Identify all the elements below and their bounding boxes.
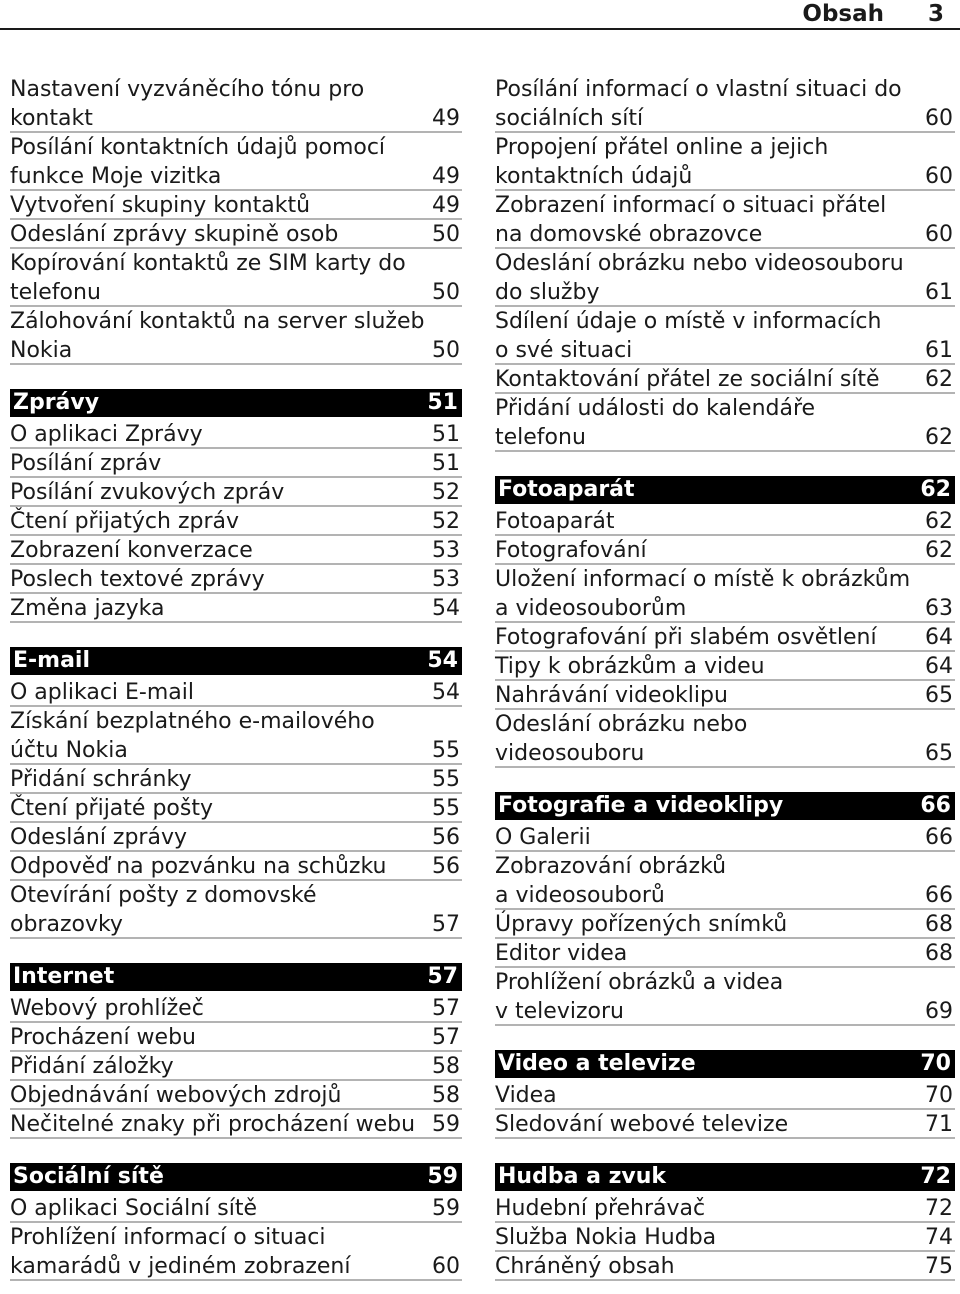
toc-entry[interactable] [495,910,955,939]
toc-entry-text: a videosouborům [495,596,687,621]
toc-entry[interactable] [10,536,462,565]
toc-entry-text: Prohlížení obrázků a videa [495,970,784,995]
toc-entry-text: Úpravy pořízených snímků [495,912,788,937]
toc-entry-text: Hudební přehrávač [495,1196,706,1221]
toc-entry-text: Změna jazyka [10,596,165,621]
toc-entry[interactable] [10,852,462,881]
page-number: 3 [927,1,944,27]
toc-entry-page-number: 49 [432,164,460,189]
section-page-number: 59 [427,1164,458,1189]
toc-entry-page-number: 52 [432,509,460,534]
toc-entry[interactable] [495,968,955,1026]
toc-entry-page-number: 66 [925,825,953,850]
toc-entry-text: kontakt [10,106,93,131]
toc-entry-text: Přidání záložky [10,1054,174,1079]
section-heading-fotografie-a-videoklipy[interactable] [495,792,955,820]
toc-entry-text: telefonu [495,425,586,450]
toc-entry-page-number: 66 [925,883,953,908]
toc-entry-text: O aplikaci Zprávy [10,422,203,447]
toc-entry[interactable] [495,249,955,307]
toc-entry-page-number: 59 [432,1196,460,1221]
toc-entry-text: Editor videa [495,941,628,966]
toc-entry-text: Zobrazení informací o situaci přátel [495,193,887,218]
toc-entry-page-number: 69 [925,999,953,1024]
toc-entry[interactable] [10,75,462,133]
toc-entry-page-number: 56 [432,825,460,850]
toc-entry-text: Kopírování kontaktů ze SIM karty do [10,251,406,276]
toc-entry[interactable] [495,652,955,681]
toc-entry-text: Kontaktování přátel ze sociální sítě [495,367,880,392]
section-page-number: 70 [920,1051,951,1076]
toc-entry-text: účtu Nokia [10,738,128,763]
section-heading-hudba-a-zvuk[interactable] [495,1163,955,1191]
toc-entry-text: Přidání schránky [10,767,192,792]
toc-entry-page-number: 49 [432,193,460,218]
toc-entry[interactable] [10,133,462,191]
section-heading-video-a-televize[interactable] [495,1050,955,1078]
toc-entry-page-number: 49 [432,106,460,131]
toc-entry-text: Uložení informací o místě k obrázkům [495,567,911,592]
toc-entry[interactable] [10,220,462,249]
toc-entry-text: Nečitelné znaky při procházení webu [10,1112,416,1137]
section-page-number: 57 [427,964,458,989]
toc-entry-text: do služby [495,280,600,305]
section-heading-zpravy[interactable] [10,389,462,417]
toc-entry-page-number: 60 [925,106,953,131]
toc-entry-text: Nahrávání videoklipu [495,683,728,708]
section-title: Fotoaparát [498,477,635,502]
section-title: Fotografie a videoklipy [498,793,784,818]
page-header-title: Obsah [802,1,884,27]
toc-entry-page-number: 72 [925,1196,953,1221]
section-title: E-mail [13,648,91,673]
toc-entry-page-number: 60 [432,1254,460,1279]
toc-entry-page-number: 68 [925,941,953,966]
toc-entry-text: O aplikaci Sociální sítě [10,1196,258,1221]
section-page-number: 51 [427,390,458,415]
toc-entry-page-number: 53 [432,567,460,592]
toc-entry-text: Webový prohlížeč [10,996,204,1021]
toc-entry[interactable] [495,394,955,452]
toc-entry-text: Propojení přátel online a jejich [495,135,829,160]
toc-entry-text: Zobrazení konverzace [10,538,253,563]
toc-entry-text: Videa [495,1083,557,1108]
toc-entry-text: Sdílení údaje o místě v informacích [495,309,882,334]
toc-entry-page-number: 52 [432,480,460,505]
toc-entry-page-number: 74 [925,1225,953,1250]
page-header [0,0,960,30]
toc-entry-text: funkce Moje vizitka [10,164,222,189]
toc-entry-text: v televizoru [495,999,624,1024]
toc-entry-text: Fotografování při slabém osvětlení [495,625,877,650]
toc-entry-text: Odeslání obrázku nebo videosouboru [495,251,904,276]
toc-entry-text: Fotografování [495,538,647,563]
section-heading-fotoaparat[interactable] [495,476,955,504]
toc-entry[interactable] [495,1081,955,1110]
toc-entry-text: O aplikaci E-mail [10,680,194,705]
toc-entry-text: Prohlížení informací o situaci [10,1225,326,1250]
section-title: Video a televize [498,1051,696,1076]
toc-entry-page-number: 50 [432,338,460,363]
toc-entry-page-number: 65 [925,741,953,766]
toc-entry[interactable] [495,1252,955,1281]
toc-entry-page-number: 60 [925,164,953,189]
toc-entry-text: Objednávání webových zdrojů [10,1083,342,1108]
toc-column-right [495,75,955,1281]
toc-entry[interactable] [495,939,955,968]
section-page-number: 62 [920,477,951,502]
toc-entry-page-number: 51 [432,422,460,447]
toc-entry[interactable] [10,420,462,449]
toc-entry-page-number: 55 [432,738,460,763]
toc-entry-text: o své situaci [495,338,633,363]
section-page-number: 66 [920,793,951,818]
toc-entry-page-number: 64 [925,654,953,679]
toc-entry-page-number: 71 [925,1112,953,1137]
toc-entry[interactable] [10,707,462,765]
toc-entry[interactable] [10,1223,462,1281]
toc-entry-page-number: 63 [925,596,953,621]
section-page-number: 72 [920,1164,951,1189]
toc-entry-page-number: 62 [925,538,953,563]
toc-entry-text: Odeslání zprávy skupině osob [10,222,339,247]
toc-entry[interactable] [10,881,462,939]
toc-entry-text: O Galerii [495,825,591,850]
toc-entry-page-number: 56 [432,854,460,879]
toc-entry-page-number: 51 [432,451,460,476]
toc-entry-page-number: 62 [925,509,953,534]
section-title: Zprávy [13,390,100,415]
toc-entry-text: telefonu [10,280,101,305]
toc-entry-text: Získání bezplatného e-mailového [10,709,375,734]
toc-entry[interactable] [10,765,462,794]
section-page-number: 54 [427,648,458,673]
toc-entry[interactable] [495,307,955,365]
toc-entry-text: Fotoaparát [495,509,615,534]
toc-entry-page-number: 53 [432,538,460,563]
toc-entry-text: Čtení přijatých zpráv [10,509,240,534]
toc-entry-text: sociálních sítí [495,106,644,131]
toc-column-left [10,75,462,1281]
toc-entry-page-number: 50 [432,222,460,247]
toc-entry-text: Poslech textové zprávy [10,567,265,592]
toc-entry[interactable] [10,249,462,307]
toc-entry-page-number: 62 [925,367,953,392]
toc-entry-text: Odeslání obrázku nebo [495,712,748,737]
section-heading-e-mail[interactable] [10,647,462,675]
toc-entry[interactable] [10,507,462,536]
toc-entry-page-number: 58 [432,1054,460,1079]
toc-entry-text: Posílání kontaktních údajů pomocí [10,135,386,160]
toc-entry-text: Nokia [10,338,73,363]
toc-entry-text: a videosouborů [495,883,665,908]
toc-entry-text: Čtení přijaté pošty [10,796,213,821]
toc-entry[interactable] [10,1194,462,1223]
toc-entry-page-number: 61 [925,338,953,363]
toc-entry[interactable] [10,1023,462,1052]
toc-entry-page-number: 62 [925,425,953,450]
toc-entry-text: kontaktních údajů [495,164,693,189]
toc-entry[interactable] [10,823,462,852]
toc-entry-text: obrazovky [10,912,123,937]
toc-entry[interactable] [495,852,955,910]
toc-entry-page-number: 65 [925,683,953,708]
toc-entry[interactable] [10,191,462,220]
toc-entry-text: Zobrazování obrázků [495,854,727,879]
toc-entry[interactable] [495,133,955,191]
toc-entry[interactable] [495,1194,955,1223]
toc-entry[interactable] [495,75,955,133]
toc-entry-text: kamarádů v jediném zobrazení [10,1254,351,1279]
toc-entry[interactable] [495,681,955,710]
toc-entry-text: na domovské obrazovce [495,222,763,247]
section-heading-internet[interactable] [10,963,462,991]
toc-entry-page-number: 59 [432,1112,460,1137]
toc-entry[interactable] [10,678,462,707]
toc-entry-page-number: 64 [925,625,953,650]
section-title: Sociální sítě [13,1164,164,1189]
toc-entry[interactable] [495,565,955,623]
toc-entry[interactable] [495,365,955,394]
toc-entry-text: videosouboru [495,741,645,766]
toc-entry[interactable] [10,594,462,623]
toc-entry-page-number: 54 [432,596,460,621]
toc-entry-page-number: 75 [925,1254,953,1279]
toc-entry-text: Otevírání pošty z domovské [10,883,317,908]
toc-entry-text: Tipy k obrázkům a videu [495,654,765,679]
toc-entry-page-number: 58 [432,1083,460,1108]
toc-entry-text: Chráněný obsah [495,1254,675,1279]
toc-entry-page-number: 57 [432,996,460,1021]
toc-entry-text: Služba Nokia Hudba [495,1225,717,1250]
toc-entry-text: Přidání události do kalendáře [495,396,816,421]
toc-entry-page-number: 54 [432,680,460,705]
toc-entry-text: Procházení webu [10,1025,196,1050]
toc-entry[interactable] [10,449,462,478]
toc-entry-page-number: 61 [925,280,953,305]
toc-entry-text: Sledování webové televize [495,1112,789,1137]
toc-entry[interactable] [10,565,462,594]
toc-entry-text: Vytvoření skupiny kontaktů [10,193,311,218]
toc-entry-page-number: 60 [925,222,953,247]
toc-entry[interactable] [10,1110,462,1139]
toc-entry[interactable] [10,307,462,365]
toc-entry-text: Odpověď na pozvánku na schůzku [10,854,387,879]
toc-entry[interactable] [495,507,955,536]
toc-entry-page-number: 50 [432,280,460,305]
toc-entry[interactable] [10,794,462,823]
toc-entry-text: Odeslání zprávy [10,825,187,850]
toc-entry-text: Nastavení vyzváněcího tónu pro [10,77,365,102]
section-heading-socialni-site[interactable] [10,1163,462,1191]
toc-entry[interactable] [495,536,955,565]
toc-entry-text: Posílání zvukových zpráv [10,480,285,505]
toc-entry[interactable] [495,710,955,768]
toc-entry[interactable] [495,623,955,652]
toc-entry[interactable] [495,1110,955,1139]
toc-entry[interactable] [495,191,955,249]
toc-entry-page-number: 55 [432,767,460,792]
toc-entry[interactable] [10,478,462,507]
toc-entry[interactable] [10,1081,462,1110]
toc-entry-page-number: 57 [432,1025,460,1050]
toc-entry-page-number: 70 [925,1083,953,1108]
section-title: Hudba a zvuk [498,1164,667,1189]
section-title: Internet [13,964,115,989]
toc-entry-text: Posílání informací o vlastní situaci do [495,77,902,102]
toc-entry-text: Posílání zpráv [10,451,162,476]
toc-entry-page-number: 68 [925,912,953,937]
toc-entry-page-number: 55 [432,796,460,821]
toc-entry[interactable] [10,1052,462,1081]
toc-entry-page-number: 57 [432,912,460,937]
toc-entry[interactable] [495,823,955,852]
toc-entry[interactable] [10,994,462,1023]
toc-entry[interactable] [495,1223,955,1252]
toc-entry-text: Zálohování kontaktů na server služeb [10,309,425,334]
